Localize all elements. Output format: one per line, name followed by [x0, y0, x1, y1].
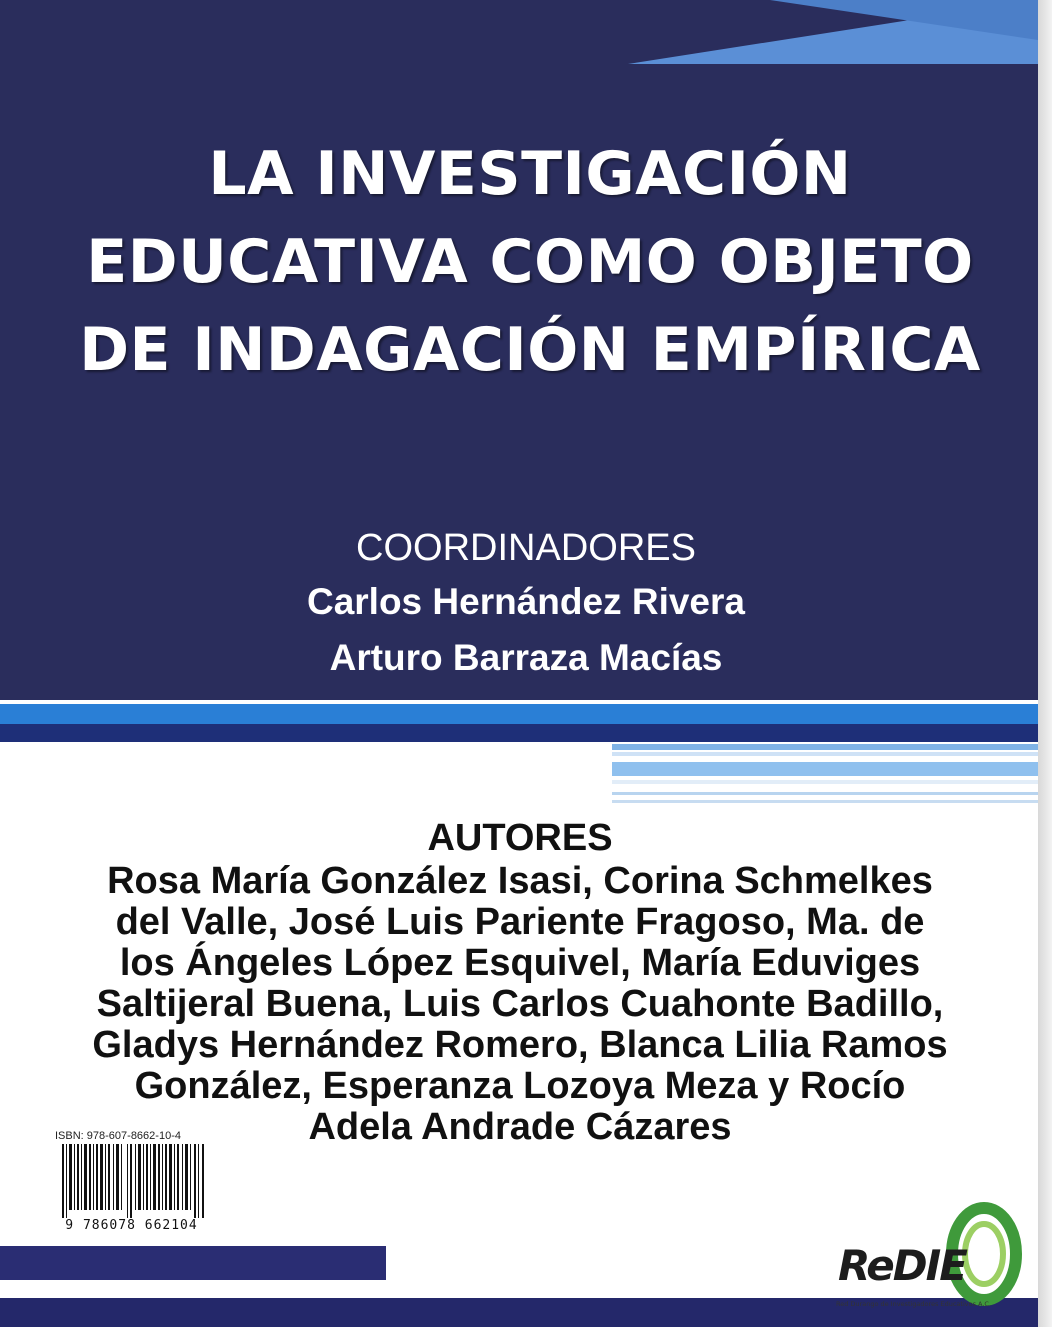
coordinator-name: Arturo Barraza Macías — [329, 637, 723, 678]
book-title — [60, 130, 1000, 394]
authors-line: Rosa María González Isasi, Corina Schmelkes — [107, 860, 933, 902]
title-line: LA INVESTIGACIÓN — [208, 139, 852, 209]
dark-band — [0, 724, 1038, 742]
footer-bar-short — [0, 1246, 386, 1280]
title-line: DE INDAGACIÓN EMPÍRICA — [79, 315, 981, 385]
redie-logo — [832, 1196, 1032, 1318]
isbn-label: ISBN: 978-607-8662-10-4 — [55, 1130, 181, 1142]
svg-text:Red Durango de Investigadores: Red Durango de Investigadores Educativos A.C. — [836, 1300, 992, 1308]
authors-heading: AUTORES — [427, 817, 613, 859]
coordinators-heading: COORDINADORES — [356, 527, 696, 569]
authors-line: Saltijeral Buena, Luis Carlos Cuahonte Badillo, — [96, 983, 944, 1025]
authors-line: Adela Andrade Cázares — [308, 1106, 732, 1148]
page-edge-shadow — [1038, 0, 1052, 1327]
blue-band — [0, 704, 1038, 724]
barcode-digits: 9 786078 662104 — [65, 1218, 198, 1233]
authors-section — [20, 818, 1020, 1148]
svg-text:ReDIE: ReDIE — [838, 1241, 966, 1290]
authors-line: Gladys Hernández Romero, Blanca Lilia Ramos — [92, 1024, 948, 1066]
coordinator-name: Carlos Hernández Rivera — [306, 581, 745, 622]
barcode-icon — [58, 1144, 208, 1218]
corner-triangle-decoration — [620, 0, 1050, 66]
authors-line: González, Esperanza Lozoya Meza y Rocío — [134, 1065, 906, 1107]
authors-line: los Ángeles López Esquivel, María Eduviges — [119, 942, 921, 984]
coordinators-section — [0, 522, 1052, 686]
title-line: EDUCATIVA COMO OBJETO — [86, 227, 974, 297]
authors-line: del Valle, José Luis Pariente Fragoso, Ma. de — [115, 901, 925, 943]
